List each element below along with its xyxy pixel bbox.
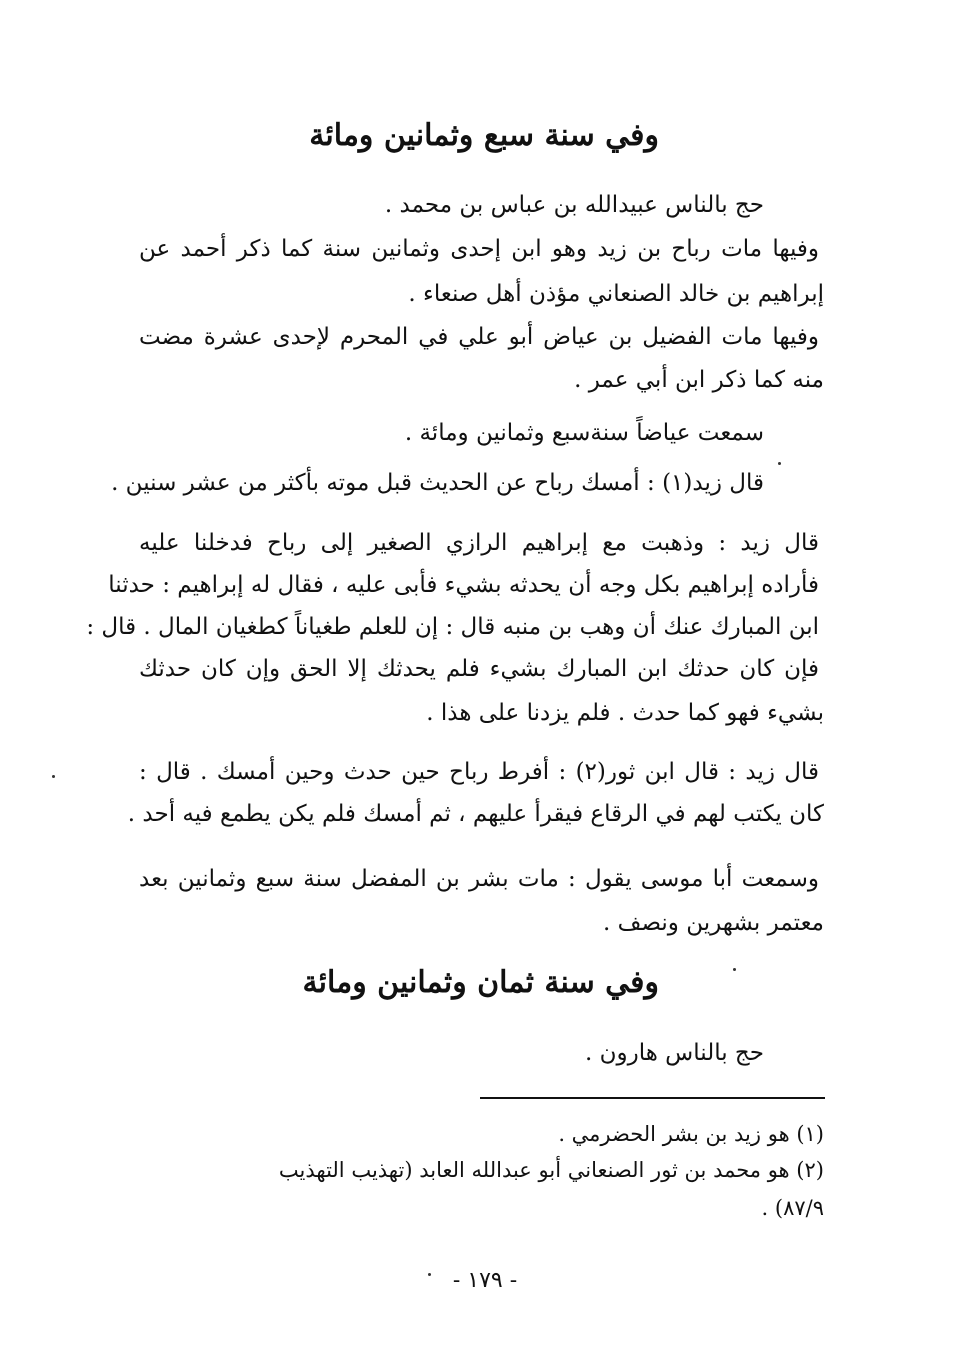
scan-speck	[778, 462, 781, 465]
footnote: (١) هو زيد بن بشر الحضرمي .	[558, 1122, 824, 1146]
body-line: حج بالناس عبيدالله بن عباس بن محمد .	[384, 192, 764, 218]
scan-speck	[428, 1273, 431, 1276]
section-heading: وفي سنة ثمان وثمانين ومائة	[302, 965, 659, 1000]
body-line: سمعت عياضاً سنةسبع وثمانين ومائة .	[404, 420, 764, 446]
body-line: إبراهيم بن خالد الصنعاني مؤذن أهل صنعاء .	[408, 281, 824, 307]
body-line: وفيها مات رباح بن زيد وهو ابن إحدى وثمانين سنة كما ذكر أحمد عن	[139, 236, 819, 262]
section-heading: وفي سنة سبع وثمانين ومائة	[309, 118, 659, 153]
body-line: قال زيد(١) : أمسك رباح عن الحديث قبل موته بأكثر من عشر سنين .	[111, 470, 764, 496]
body-line: منه كما ذكر ابن أبي عمر .	[574, 367, 824, 393]
body-line: ابن المبارك عنك أن وهب بن منبه قال : إن للعلم طغياناً كطغيان المال . قال :	[86, 614, 819, 640]
body-line: وسمعت أبا موسى يقول : مات بشر بن المفضل سنة سبع وثمانين بعد	[139, 866, 819, 892]
body-line: حج بالناس هارون .	[585, 1040, 764, 1066]
body-line: قال زيد : قال ابن ثور(٢) : أفرط رباح حين حدث وحين أمسك . قال :	[139, 759, 819, 785]
page-number: - ١٧٩ -	[452, 1268, 518, 1293]
body-line: فأراده إبراهيم بكل وجه أن يحدثه بشيء فأبى عليه ، فقال له إبراهيم : حدثنا	[108, 572, 819, 598]
footnote-divider	[480, 1097, 825, 1099]
scan-speck	[733, 968, 736, 971]
footnote: ٨٧/٩) .	[761, 1196, 824, 1220]
body-line: معتمر بشهرين ونصف .	[603, 910, 824, 936]
body-line: فإن كان حدثك ابن المبارك بشيء فلم يحدثك إلا الحق وإن كان حدثك	[139, 656, 819, 682]
body-line: قال زيد : وذهبت مع إبراهيم الرازي الصغير إلى رباح فدخلنا عليه	[139, 530, 819, 556]
body-line: وفيها مات الفضيل بن عياض أبو علي في المحرم لإحدى عشرة مضت	[139, 324, 819, 350]
body-line: كان يكتب لهم في الرقاع فيقرأ عليهم ، ثم أمسك فلم يكن يطمع فيه أحد .	[127, 801, 824, 827]
footnote: (٢) هو محمد بن ثور الصنعاني أبو عبدالله العابد (تهذيب التهذيب	[278, 1158, 824, 1182]
body-line: بشيء فهو كما حدث . فلم يزدنا على هذا .	[426, 700, 824, 726]
scan-speck	[52, 775, 55, 778]
